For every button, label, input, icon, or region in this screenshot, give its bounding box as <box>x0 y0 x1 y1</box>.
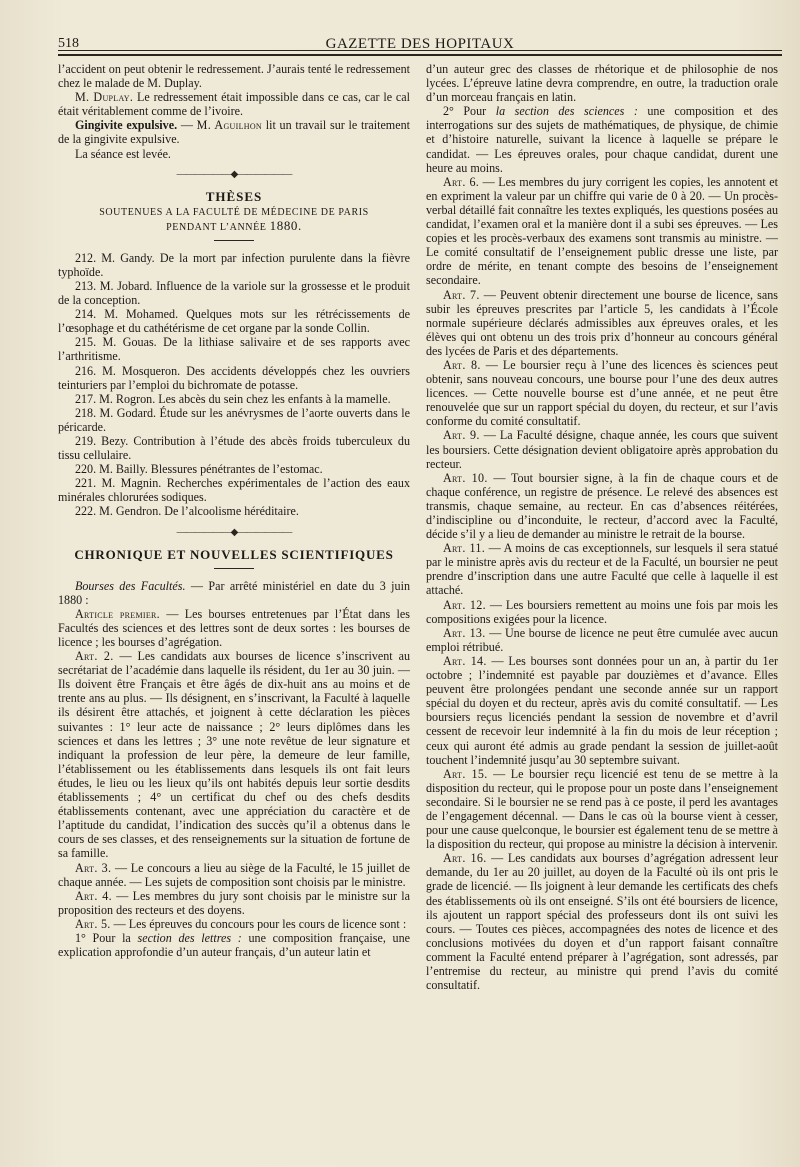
article-label: Article premier. <box>74 606 160 621</box>
article-11 <box>426 541 778 597</box>
article-label: Art. 11. <box>442 541 486 556</box>
article-5-item-2 <box>426 104 778 174</box>
section-ornament: ——————◆—————— <box>176 526 292 538</box>
article-3 <box>58 861 410 889</box>
topic-title: Gingivite expulsive. <box>74 118 178 133</box>
article-text: — La Faculté désigne, chaque année, les cours que suivent les boursiers. Cette désignation devient obligatoire après approbation du recteur. <box>426 428 778 471</box>
article-7 <box>426 288 778 358</box>
thesis-item: 215. M. Gouas. De la lithiase salivaire et de ses rapports avec l’arthritisme. <box>58 335 410 364</box>
paragraph-gingivite <box>58 118 410 146</box>
article-12 <box>426 598 778 626</box>
article-text: — Les candidats aux bourses de licence s’inscrivent au secrétariat de l’académie dans laquelle ils résident, du 1er au 30 juin. — Ils doivent être Français et être âgés de dix-huit ans au moins et de trente ans au plus. — Ils désignent, en s’inscrivant, la Faculté à laquelle ils désirent être attachés, et joignent à cette déclaration les pièces suivantes : 1° leur acte de naissance ; 2° leurs diplômes dans les sciences et dans les lettres ; 3° une note revêtue de leur signature et indiquant la profession de leur père, la demeure de leur famille, l’établissement ou les établissements dans lesquels ils ont fait leurs études, le lieu ou les lieux qu’ils ont habités depuis leur sortie desdits établissements ; 4° un certificat du chef ou des chefs desdits établissements contenant, avec une appréciation du caractère et de l’aptitude du candidat, l’indication des succès qu’il a obtenus dans le cours de ses classes, et des renseignements sur la situation de fortune de sa famille. <box>58 649 410 861</box>
paragraph-bourses <box>58 579 410 607</box>
article-text: — Les membres du jury sont choisis par le ministre sur la proposition des recteurs et des doyens. <box>58 888 410 917</box>
article-15 <box>426 767 778 852</box>
thesis-item: 222. M. Gendron. De l’alcoolisme héréditaire. <box>74 504 299 519</box>
item-section: section des lettres : <box>137 930 242 945</box>
article-label: Art. 13. <box>442 625 486 640</box>
article-label: Art. 8. <box>442 357 481 372</box>
chronique-heading: CHRONIQUE ET NOUVELLES SCIENTIFIQUES <box>74 546 394 562</box>
theses-year: 1880. <box>269 217 302 233</box>
article-5 <box>58 917 410 931</box>
article-text: — Une bourse de licence ne peut être cumulée avec aucun emploi rétribué. <box>426 625 778 654</box>
article-text: — Peuvent obtenir directement une bourse de licence, sans subir les épreuves prescrites par l’article 5, les candidats à l’École normale supérieure déclarés admissibles aux épreuves orales, et les élèves qui ont obtenu un des trois prix d’honneur au concours général des lycées de Paris et des départements. <box>426 287 778 358</box>
thesis-item: 221. M. Magnin. Recherches expérimentales de l’action des eaux minérales chlorurées sodiques. <box>58 476 410 505</box>
article-14 <box>426 654 778 767</box>
speaker-name: M. Aguilhon <box>196 118 262 133</box>
thesis-item: 217. M. Rogron. Les abcès du sein chez les enfants à la mamelle. <box>74 391 391 406</box>
article-16 <box>426 851 778 992</box>
article-text: — Les boursiers remettent au moins une fois par mois les compositions exigées pour la licence. <box>426 597 778 626</box>
topic-title: Bourses des Facultés. <box>74 578 186 593</box>
paragraph-continuation: d’un auteur grec des classes de rhétorique et de philosophie de nos lycées. L’épreuve latine devra comprendre, en outre, la traduction orale d’un morceau français en latin. <box>426 62 778 105</box>
page-number: 518 <box>58 36 79 51</box>
article-label: Art. 5. <box>74 916 111 931</box>
paragraph-text: lit un travail sur le traitement de la gingivite expulsive. <box>58 118 410 147</box>
dash: — <box>177 118 197 133</box>
article-5-item-1 <box>58 931 410 959</box>
text-columns <box>58 62 782 992</box>
article-13 <box>426 626 778 654</box>
subheading-rule <box>214 240 254 241</box>
speaker-name: M. Duplay. <box>74 90 134 105</box>
article-label: Art. 7. <box>442 287 480 302</box>
item-text: une composition et des interrogations sur des sujets de mathématiques, de physique, de chimie et d’histoire naturelle, suivant la licence à laquelle se prépare le candidat. — Les épreuves orales, pour chaque candidat, durent une heure au moins. <box>426 104 779 175</box>
section-ornament: ——————◆—————— <box>176 168 292 180</box>
thesis-item: 219. Bezy. Contribution à l’étude des abcès froids tuberculeux du tissu cellulaire. <box>58 433 410 463</box>
theses-subheading <box>58 206 410 234</box>
article-label: Art. 3. <box>74 860 112 875</box>
article-text: — Les membres du jury corrigent les copies, les annotent et en expriment la valeur par un chiffre qui varie de 0 à 20. — Un procès-verbal détaillé fait connaître les textes expliqués, les questions posées au candidat, l’examen oral et la manière dont il a subi ses épreuves. — Les copies et les procès-verbaux des examens sont transmis au ministre. — Le comité consultatif de l’enseignement public dresse une liste, par ordre de mérite, en tenant compte des besoins de l’enseignement secondaire. <box>426 174 778 288</box>
article-1 <box>58 607 410 649</box>
paragraph-text: — Par arrêté ministériel en date du 3 juin 1880 : <box>58 578 410 607</box>
article-10 <box>426 471 778 541</box>
thesis-item: 218. M. Godard. Étude sur les anévrysmes de l’aorte ouverts dans le péricarde. <box>58 405 410 434</box>
article-label: Art. 10. <box>442 470 488 485</box>
journal-title: GAZETTE DES HOPITAUX <box>325 36 515 52</box>
theses-subheading-text: PENDANT L’ANNÉE <box>166 221 267 233</box>
running-head <box>58 28 782 51</box>
article-label: Art. 9. <box>442 428 480 443</box>
theses-heading: THÈSES <box>205 188 263 204</box>
article-text: — Tout boursier signe, à la fin de chaque cours et de chaque conférence, un registre de présence. Le relevé des absences est transmis, chaque semaine, au recteur. En cas d’absences réitérées, d’indiscipline ou d’inconduite, le recteur, d’accord avec la Faculté, décide s’il y a lieu de demander au ministre le retrait de la bourse. <box>426 470 778 542</box>
thesis-item: 212. M. Gandy. De la mort par infection purulente dans la fièvre typhoïde. <box>58 250 410 279</box>
thesis-item: 214. M. Mohamed. Quelques mots sur les rétrécissements de l’œsophage et du cathétérisme de cet organe par la sonde Collin. <box>58 307 410 336</box>
article-6 <box>426 175 778 288</box>
paragraph-closing: La séance est levée. <box>74 146 171 161</box>
item-prefix: 1° Pour la <box>74 930 138 945</box>
article-label: Art. 15. <box>442 766 488 781</box>
article-8 <box>426 358 778 428</box>
article-text: — A moins de cas exceptionnels, sur lesquels il sera statué par le ministre après avis du recteur et de la Faculté, un boursier ne peut prendre d’inscription dans une autre Faculté que celle à laquelle il est attaché. <box>426 541 778 598</box>
header-rule <box>58 54 782 56</box>
article-text: — Le concours a lieu au siège de la Faculté, le 15 juillet de chaque année. — Les sujets de composition sont choisis par le ministre. <box>58 860 410 889</box>
article-label: Art. 14. <box>442 653 487 668</box>
item-text: une composition française, une explication approfondie d’un auteur français, d’un auteur latin et <box>58 930 410 960</box>
thesis-item: 213. M. Jobard. Influence de la variole sur la grossesse et le produit de la conception. <box>58 278 410 308</box>
article-label: Art. 12. <box>442 597 486 612</box>
article-text: — Les épreuves du concours pour les cours de licence sont : <box>110 916 407 931</box>
article-4 <box>58 889 410 917</box>
theses-list <box>58 251 410 519</box>
theses-subheading-line1: SOUTENUES A LA FACULTÉ DE MÉDECINE DE PARIS <box>99 206 369 218</box>
left-column <box>58 62 410 992</box>
article-2 <box>58 649 410 860</box>
thesis-item: 216. M. Mosqueron. Des accidents développés chez les ouvriers teinturiers par l’emploi du bichromate de potasse. <box>58 363 410 392</box>
article-text: — Les bourses entretenues par l’État dans les Facultés des sciences et des lettres sont de deux sortes : les bourses de licence ; les bourses d’agrégation. <box>58 606 410 649</box>
theses-subheading-line2 <box>58 219 410 234</box>
article-text: — Le boursier reçu licencié est tenu de se mettre à la disposition du recteur, qui le propose pour un poste dans l’enseignement secondaire. Si le boursier ne se rend pas à ce poste, il perd les avantages de l’engagement décennal. — Dans le cas où la bourse vient à cesser, pour une cause quelconque, le boursier est également tenu de se mettre à la disposition du recteur, qui propose au ministre la décision à intervenir. <box>426 766 778 852</box>
paragraph-duplay <box>58 90 410 118</box>
item-section: la section des sciences : <box>495 104 638 119</box>
thesis-item: 220. M. Bailly. Blessures pénétrantes de l’estomac. <box>74 462 323 477</box>
paragraph-text: Le redressement était impossible dans ce cas, car le cal était véritablement comme de l’ivoire. <box>58 90 410 119</box>
article-label: Art. 16. <box>442 851 487 866</box>
subheading-rule <box>214 568 254 569</box>
article-text: — Les bourses sont données pour un an, à partir du 1er octobre ; l’indemnité est payable par douzièmes et d’avance. Elles peuvent être prolongées pendant une seconde année sur un rapport spécial du doyen et du recteur, après avis du comité consultatif. — Les boursiers reçus licenciés pendant la session de novembre et d’avril cessent de recevoir leur indemnité à la fin du mois de leur réception ; ceux qui auront été admis au grade pendant la session de juillet-août touchent l’indemnité jusqu’au 30 septembre suivant. <box>426 653 779 767</box>
article-label: Art. 6. <box>442 174 480 189</box>
article-label: Art. 2. <box>74 649 114 664</box>
article-label: Art. 4. <box>74 888 112 903</box>
item-prefix: 2° Pour <box>442 104 496 119</box>
article-9 <box>426 428 778 470</box>
article-text: — Les candidats aux bourses d’agrégation adressent leur demande, du 1er au 20 juillet, au doyen de la Faculté où ils ont pris le grade de licencié. — Ils joignent à leur demande les certificats des chefs des établissements où ils ont enseigné. S’ils ont été boursiers de licence, ils ajoutent un rapport spécial des professeurs dont ils ont suivi les cours. — Toutes ces pièces, accompagnées des notes de licence et des conclusions motivées du doyen et d’un rapport faisant connaître comment la Faculté entend préparer à l’agrégation, sont adressés, par l’entremise du recteur, au ministre qui prend l’avis du comité consultatif. <box>426 851 778 993</box>
paragraph-continuation: l’accident on peut obtenir le redressement. J’aurais tenté le redressement chez le malade de M. Duplay. <box>58 62 410 91</box>
article-text: — Le boursier reçu à l’une des licences ès sciences peut obtenir, sans nouveau concours, une bourse pour l’une des deux autres licences. — Cette nouvelle bourse est d’une année, et ne peut être renouvelée que sur un rapport spécial du doyen, du recteur, et sur l’avis conforme du comité consultatif. <box>426 357 779 429</box>
right-column <box>426 62 778 992</box>
